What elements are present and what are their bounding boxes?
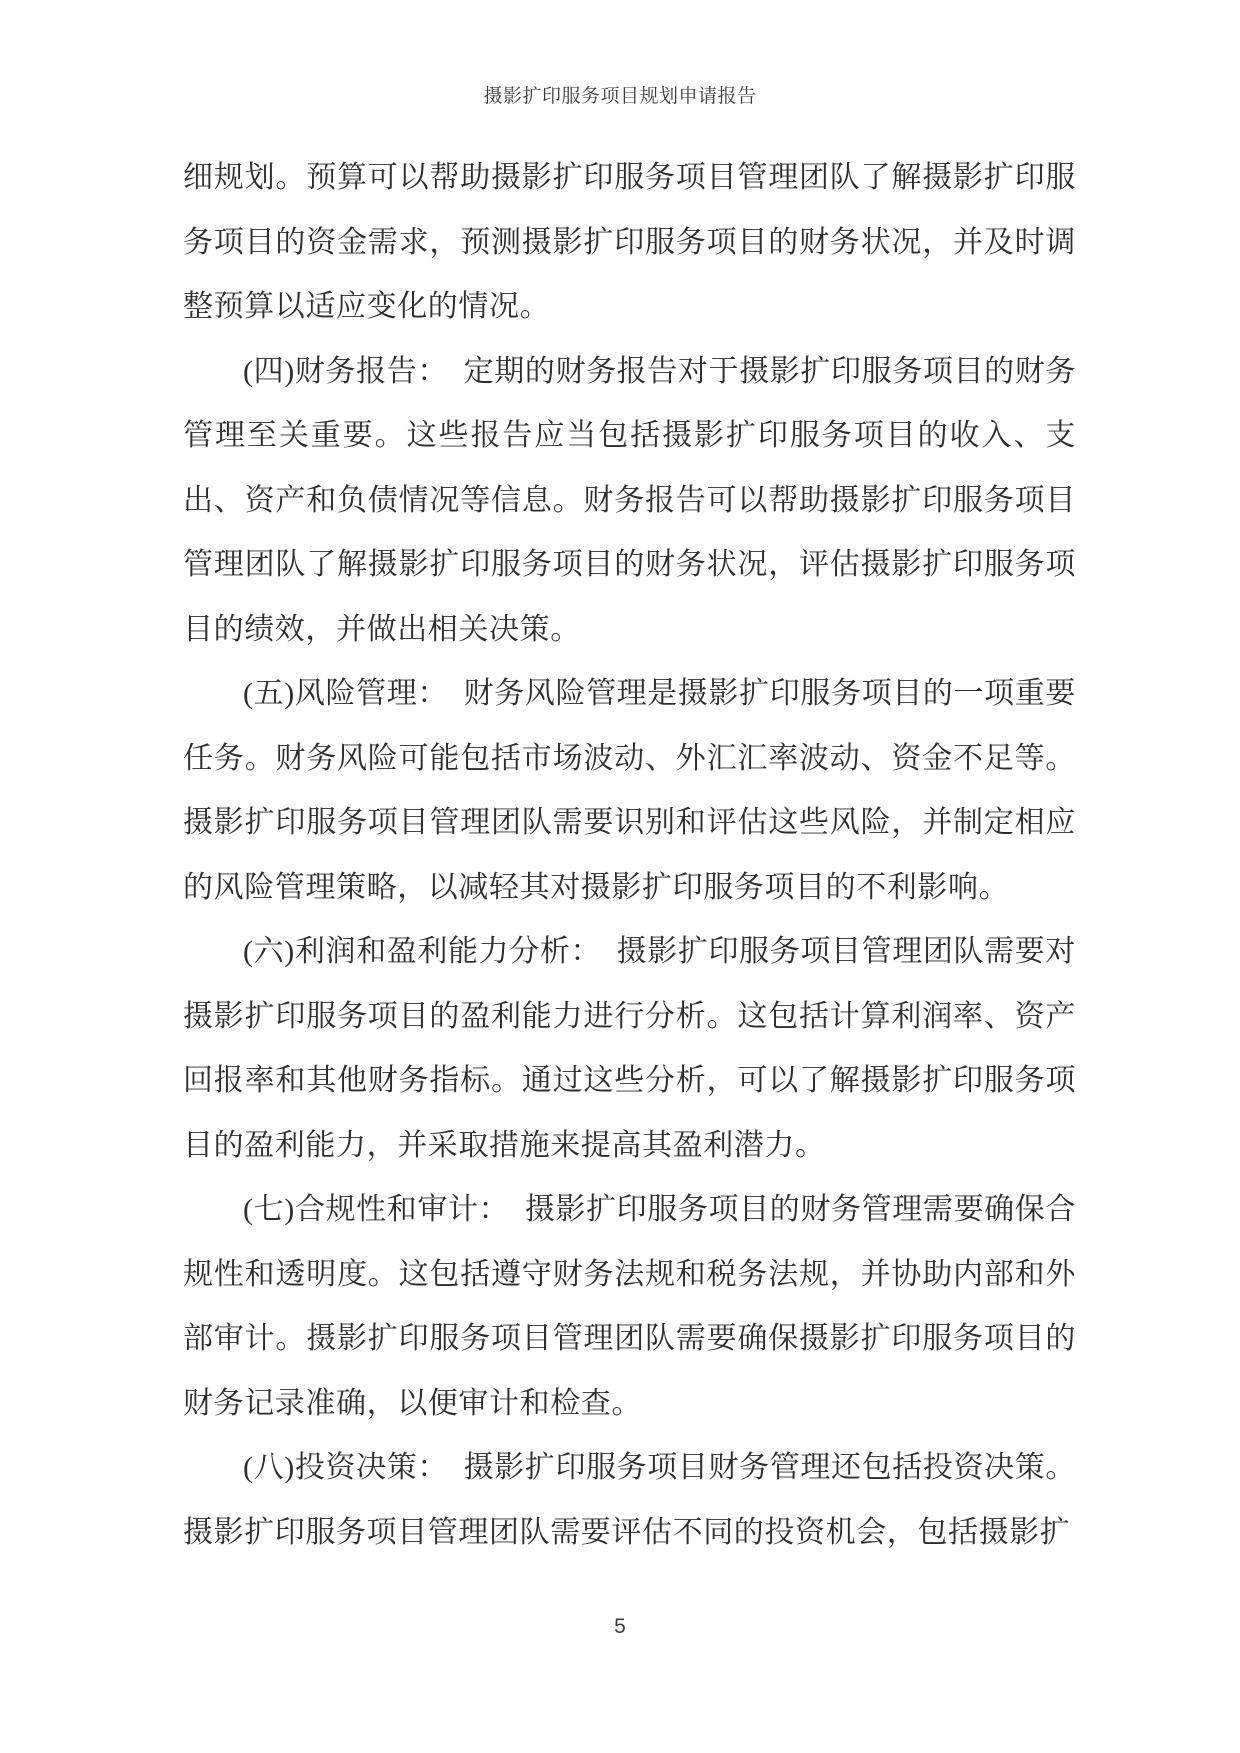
paragraph: (七)合规性和审计： 摄影扩印服务项目的财务管理需要确保合规性和透明度。这包括遵守财务法规和税务法规，并协助内部和外部审计。摄影扩印服务项目管理团队需要确保摄影扩印服务项目的财务记录准确，以便审计和检查。 [183,1193,1076,1420]
paragraph: (五)风险管理： 财务风险管理是摄影扩印服务项目的一项重要任务。财务风险可能包括市场波动、外汇汇率波动、资金不足等。摄影扩印服务项目管理团队需要识别和评估这些风险，并制定相应的风险管理策略，以减轻其对摄影扩印服务项目的不利影响。 [183,677,1076,904]
paragraph: (六)利润和盈利能力分析： 摄影扩印服务项目管理团队需要对摄影扩印服务项目的盈利能力进行分析。这包括计算利润率、资产回报率和其他财务指标。通过这些分析，可以了解摄影扩印服务项目的盈利能力，并采取措施来提高其盈利潜力。 [183,935,1076,1162]
paragraph: (四)财务报告： 定期的财务报告对于摄影扩印服务项目的财务管理至关重要。这些报告应当包括摄影扩印服务项目的收入、支出、资产和负债情况等信息。财务报告可以帮助摄影扩印服务项目管理团队了解摄影扩印服务项目的财务状况，评估摄影扩印服务项目的绩效，并做出相关决策。 [183,354,1076,646]
page-number: 5 [614,1615,626,1638]
paragraph: (八)投资决策： 摄影扩印服务项目财务管理还包括投资决策。摄影扩印服务项目管理团队需要评估不同的投资机会，包括摄影扩 [183,1451,1076,1549]
document-body [183,146,1076,1565]
document-header-title: 摄影扩印服务项目规划申请报告 [483,86,757,107]
paragraph: 细规划。预算可以帮助摄影扩印服务项目管理团队了解摄影扩印服务项目的资金需求，预测摄影扩印服务项目的财务状况，并及时调整预算以适应变化的情况。 [183,161,1076,323]
